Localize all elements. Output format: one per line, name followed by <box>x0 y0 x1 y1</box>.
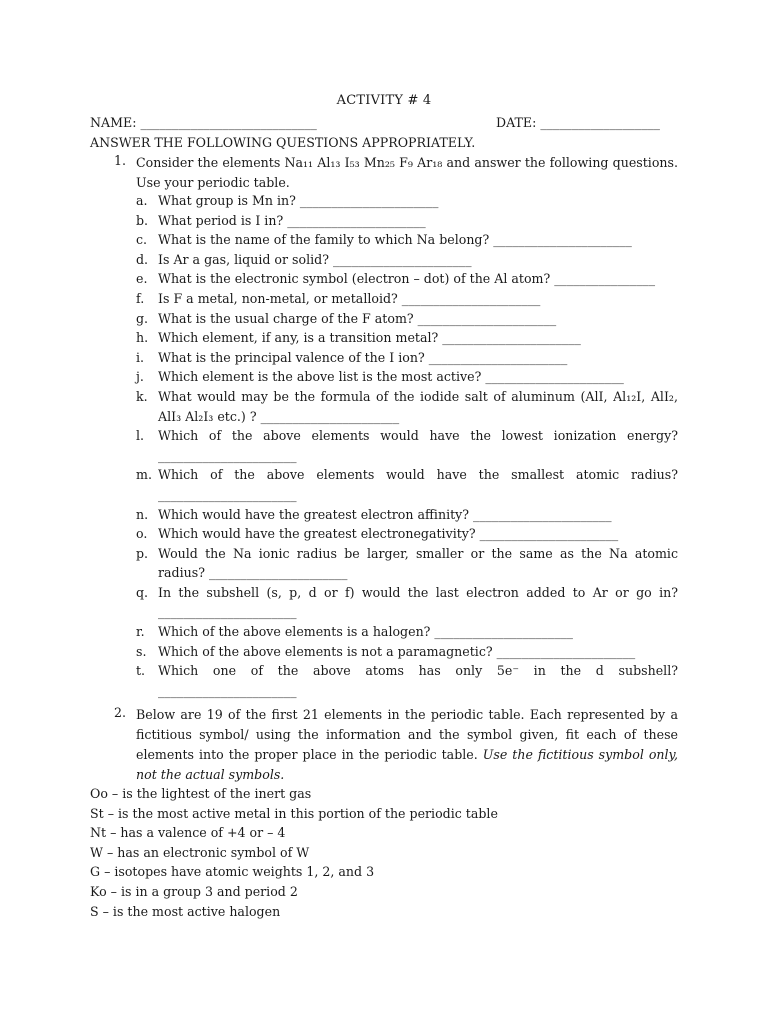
item-text: What period is I in? ______________________ <box>158 212 426 228</box>
item-letter: g. <box>136 310 149 326</box>
item-letter: k. <box>136 388 148 404</box>
question-2-number: 2. <box>114 705 127 720</box>
question-2-italic-note: Use the fictitious symbol only, not the actual symbols. <box>136 747 678 782</box>
name-field[interactable]: NAME: ____________________________ <box>90 115 317 130</box>
question-1-number: 1. <box>114 153 127 168</box>
item-text: Which of the above elements would have the smallest atomic radius? ______________________ <box>158 467 678 502</box>
clue-item: St – is the most active metal in this portion of the periodic table <box>90 805 498 821</box>
date-field[interactable]: DATE: ___________________ <box>496 115 660 130</box>
item-letter: h. <box>136 330 149 346</box>
item-text: What would may be the formula of the iodide salt of aluminum (AlI, Al₁₂I, AlI₂, AlI₃ Al₂I₃ etc.) ? ______________________ <box>158 388 678 424</box>
item-text: Is Ar a gas, liquid or solid? ______________________ <box>158 251 472 267</box>
item-letter: s. <box>136 643 147 659</box>
item-letter: n. <box>136 506 149 522</box>
item-text: Which of the above elements is not a paramagnetic? ______________________ <box>158 643 636 659</box>
item-text: What is the name of the family to which Na belong? ______________________ <box>158 232 632 248</box>
clue-list <box>90 784 498 921</box>
page-title: ACTIVITY # 4 <box>336 93 432 108</box>
list-item <box>136 622 678 642</box>
list-item <box>136 426 678 465</box>
item-letter: m. <box>136 467 152 483</box>
item-letter: r. <box>136 624 145 640</box>
clue-item: Nt – has a valence of +4 or – 4 <box>90 825 286 841</box>
item-letter: l. <box>136 428 145 444</box>
list-item <box>136 211 678 231</box>
item-text: What group is Mn in? ______________________ <box>158 193 439 208</box>
list-item <box>136 230 678 250</box>
item-letter: t. <box>136 663 146 679</box>
item-text: Which one of the above atoms has only 5e⁻ in the d subshell? ______________________ <box>158 663 678 698</box>
item-text: Which of the above elements would have the lowest ionization energy? ______________________ <box>158 428 678 463</box>
list-item <box>136 309 678 329</box>
question-2-body: Below are 19 of the first 21 elements in the periodic table. Each represented by a fictitious symbol/ using the information and the symbol given, fit each of these elements into the proper place in the periodic table. <box>136 707 678 762</box>
item-text: Which of the above elements is a halogen? ______________________ <box>158 624 573 640</box>
instructions: ANSWER THE FOLLOWING QUESTIONS APPROPRIATELY. <box>90 135 476 150</box>
question-1-items <box>136 191 678 700</box>
item-text: What is the usual charge of the F atom? ______________________ <box>158 310 557 326</box>
item-text: Would the Na ionic radius be larger, smaller or the same as the Na atomic radius? ______________________ <box>158 545 678 581</box>
question-2-text <box>136 705 678 785</box>
item-text: Which would have the greatest electronegativity? ______________________ <box>158 526 619 542</box>
list-item <box>136 544 678 583</box>
item-letter: p. <box>136 545 149 561</box>
list-item <box>136 465 678 504</box>
question-1-text: Consider the elements Na₁₁ Al₁₃ I₅₃ Mn₂₅ F₉ Ar₁₈ and answer the following questions. Use your periodic table. <box>136 155 678 190</box>
list-item <box>136 524 678 544</box>
item-letter: i. <box>136 349 145 365</box>
question-1 <box>114 153 678 193</box>
item-letter: a. <box>136 193 148 208</box>
clue-item: G – isotopes have atomic weights 1, 2, and 3 <box>90 864 375 880</box>
list-item <box>136 387 678 426</box>
list-item <box>136 250 678 270</box>
item-letter: q. <box>136 584 149 600</box>
item-text: What is the principal valence of the I ion? ______________________ <box>158 349 568 365</box>
item-letter: j. <box>136 369 144 385</box>
clue-item: Ko – is in a group 3 and period 2 <box>90 883 298 899</box>
item-letter: e. <box>136 271 148 287</box>
clue-item: S – is the most active halogen <box>90 903 281 919</box>
item-text: Which element is the above list is the most active? ______________________ <box>158 369 624 385</box>
item-letter: f. <box>136 290 145 306</box>
list-item <box>136 583 678 622</box>
list-item <box>136 191 678 211</box>
list-item <box>136 289 678 309</box>
item-text: Is F a metal, non-metal, or metalloid? ______________________ <box>158 290 541 306</box>
clue-item: W – has an electronic symbol of W <box>90 844 310 860</box>
list-item <box>136 661 678 700</box>
list-item <box>136 269 678 289</box>
item-text: What is the electronic symbol (electron – dot) of the Al atom? ________________ <box>158 271 655 287</box>
item-letter: b. <box>136 212 149 228</box>
list-item <box>136 348 678 368</box>
item-letter: o. <box>136 526 148 542</box>
list-item <box>136 367 678 387</box>
item-text: Which would have the greatest electron affinity? ______________________ <box>158 506 612 522</box>
item-letter: d. <box>136 251 149 267</box>
clue-item: Oo – is the lightest of the inert gas <box>90 786 312 801</box>
item-text: In the subshell (s, p, d or f) would the last electron added to Ar or go in? ______________________ <box>158 584 678 620</box>
list-item <box>136 642 678 662</box>
question-2 <box>114 705 678 785</box>
item-text: Which element, if any, is a transition metal? ______________________ <box>158 330 581 346</box>
list-item <box>136 505 678 525</box>
item-letter: c. <box>136 232 148 248</box>
list-item <box>136 328 678 348</box>
